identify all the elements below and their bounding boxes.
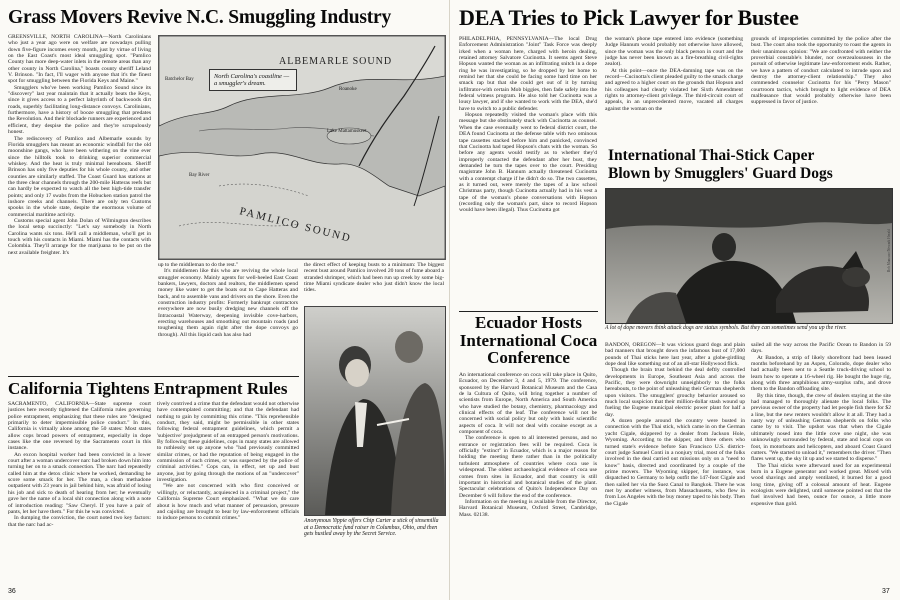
map-caption: North Carolina's coastline —a smuggler's dream.: [214, 73, 290, 88]
california-column-2: [157, 401, 299, 588]
california-headline: California Tightens Entrapment Rules: [8, 379, 288, 398]
section-rule: [459, 311, 598, 312]
paragraph: The conference is open to all interested persons, and no entrance or registration fees will be required. Coca is officially "extinct" in Ecuador, which is a major reason for holding the meeting there rather than in the politically turbulent atmosphere of countries where coca use is widespread. The oldest archaeological evidence of coca use comes from sites in Ecuador, and that country is still important in historical and botanical studies of the plant. Spectacular celebrations of Quito's Independence Day on December 6 will follow the end of the conference.: [459, 435, 597, 499]
right-page: [450, 0, 900, 600]
yippie-photo-image: [305, 307, 445, 515]
paragraph: At this point—once the DEA-damning tape was on the record—Cucinotta's client pleaded guilty to the smack charge and agreed to a higher court on the grounds that Hopson and his colleagues had clearly violated her Sixth Amendment rights to attorney-client privilege. The third-circuit court of appeals, in an unprecedented move, vacated all charges against the woman on the: [605, 67, 743, 112]
map-label: Bay River: [189, 173, 210, 178]
california-column-1: [8, 401, 151, 588]
paragraph: Customs special agent John Dolan of Wilmington describes the local setup succinctly: "Let's say somebody in North Carolina wants six tons. He'll call a middleman, who'll get in touch with his contacts in Miami. Miami has the contacts with Colombia. They'll arrange for the marijuana to be put on the next available freighter. It's: [8, 217, 151, 256]
map-label: Batchelor Bay: [165, 77, 194, 82]
guard-dogs-photo-image: [606, 189, 892, 323]
paragraph: Information on the meeting is available from the Director, Harvard Botanical Museum, Oxford Street, Cambridge, Mass. 02138.: [459, 498, 597, 518]
paragraph: In dumping the conviction, the court noted two key factors: that the narc had ac-: [8, 515, 151, 528]
grass-column-1: [8, 34, 151, 372]
paragraph: Though the brain trust behind the deal deftly controlled developments in Europe, Southeast Asia and across the Pacific, they were downright unneighborly to the folks hereabouts, to the point of unleashing their German shepherds upon visitors. The smugglers' grouchy behavior aroused so much local suspicion that their million-dollar stash wound up fueling the Eugene municipal electric power plant for half a day.: [605, 367, 745, 418]
paragraph: GREENSVILLE, NORTH CAROLINA—North Carolinians who just a year ago were on welfare are nowadays pulling down five-figure incomes every month, just by virtue of living on the East Coast's most ideal smuggling spot. "Pamlico County has more deep-water inlets in the remote areas than any other county in North Carolina," boasts county sheriff Leland V. Brinson. "In fact, I'll wager with anyone that it's the finest spot for smuggling between the Florida Keys and Maine.": [8, 34, 151, 85]
map-label: Lake Mattamuskeet: [327, 129, 367, 134]
map-label: PAMLICO SOUND: [238, 205, 353, 245]
map-label: Roanoke: [339, 87, 357, 92]
ecuador-column: [459, 372, 597, 588]
paragraph: Hopson repeatedly visited the woman's place with this message but she obstinately stuck with Cucinotta as counsel. When the case eventually went to federal district court, the DEA found Cucinotta at the defense table with two ominous tape cassettes stacked before him and panicked, convinced that Cucinotta had taped Hopson's chats with the woman. So before any agents would testify as to whether they'd improperly contacted the defendant after her bust, they demanded he turn the tapes over to the court. Presiding magistrate John B. Hannum actually threatened Cucinotta with a contempt charge if he didn't do so. The two cassettes, as it turned out, were merely the tapes of a law school Christmas party, though Cucinotta actually had in his vest a tape of the woman's phone conversations with Hopson (recording only the woman's part, since to record Hopson would have been illegal). Thus Cucinotta got: [459, 112, 597, 214]
dea-column-1: [459, 36, 597, 308]
paragraph: An excon hospital worker had been convicted in a lower court after a woman undercover narc had broken down him into turning her on to a smack connection. The narc had repeatedly called him at the detox clinic where he worked, demanding he score some smack for her. The man, a clean methadone outpatient with 23 years in jail behind him, was afraid of losing his job and sick to death of hearing from her; he eventually gave her the name of a local shit connection along with a note of introduction reading: "Saw Cheryl. If you have a pair of pants, let her have them." For this he was convicted.: [8, 451, 151, 515]
dea-column-2: [605, 36, 743, 141]
paragraph: the woman's phone tape entered into evidence (something Judge Hannum would probably not otherwise have allowed, since the woman was the only black person in court and the judge has never been known as a fire-breathing civil-rights zealot).: [605, 36, 743, 68]
yippie-photo: [304, 306, 446, 516]
yippie-caption: Anonymous Yippie offers Chip Carter a stick of sinsemilla at a Democratic fund raiser in Columbus, Ohio, and then gets hustled away by the Secret Service.: [304, 518, 439, 538]
paragraph: A dozen people around the country were busted in connection with the Thai stick, which came in on the German yacht Cigale, skippered by a dealer from Jackson Hole, Wyoming. According to the skipper, and three others who turned state's evidence before San Francisco U.S. district-court judge Samuel Conti in a nonjury trial, most of the folks involved in the deal carried out missions only on a "need to know" basis, directed and coordinated by a couple of the prime movers. The Wyoming skipper, for instance, was dispatched to Germany to help outfit the 147-foot Cigale and then sailed her via the Suez Canal to Bangkok. There he was met by another witness, from Massachusetts, who flew in from Los Angeles with the buy money taped to his body. Then the Cigale: [605, 418, 745, 507]
paragraph: By this time, though, the crew of dealers staying at the site had managed to thoroughly alienate the local folks. The previous owner of the property had let people fish there for $2 a line, but the new renters wouldn't allow it at all. They had a nasty way of unleashing German shepherds on folks who came by to visit. The upshot was that when the Cigale ultimately nosed into the little cove one night, she was unknowingly surrounded by federal, state and local cops on foot, in motorboats and helicopters, and aboard Coast Guard cutters. "We started to unload it," remembers the driver. "Then flares went up, the sky lit up and we started to disperse.": [751, 392, 891, 463]
page-number: 37: [882, 588, 890, 595]
coastline-map: [158, 35, 446, 260]
paragraph: An international conference on coca will take place in Quito, Ecuador, on December 3, 4 and 5, 1979. The conference, sponsored by the Harvard Botanical Museum and the Casa de la Cultura of Quito, will bring together a number of scientists from Europe, North America and South America who have studied the botany, chemistry, pharmacology and clinical effects of the leaf. The conference will not be concerned with social policy but only with basic scientific aspects of coca. It will not deal with cocaine except as a component of coca.: [459, 372, 597, 436]
paragraph: up to the middleman to do the rest.": [158, 262, 239, 268]
dea-column-3: [751, 36, 891, 141]
thai-headline-line-1: International Thai-Stick Caper: [608, 147, 815, 164]
paragraph: the direct effect of keeping busts to a minimum: The biggest recent bust around Pamlico involved 20 tons of fume aboard a stranded shrimper, which had been run up creek by some big-time Miami syndicate dealer who just didn't know the local tides.: [304, 262, 444, 294]
thai-headline-line-2: Blown by Smugglers' Guard Dogs: [608, 165, 833, 182]
paragraph: At Bandon, a strip of likely shorefront had been leased months beforehand by an Aspen, Colorado, dope dealer who had actually been sent to a Seattle truck-driving school to learn how to operate a 16-wheel rig. He bought the huge rig, along with three amphibious army-surplus rafts, and drove them to the Bandon offloading site.: [751, 354, 891, 393]
paragraph: The rediscovery of Pamlico and Albemarle sounds by Florida smugglers has meant an economic windfall for the old moonshine gangs, who have been withering on the vine ever since the hilltolk took to drinking superior commercial whiskey. And the heat is truly minimal hereabouts. Sheriff Brinson has only five deputies for his whole county, and other counties are similarly staffed. The Coast Guard has stations at the three clear channels through the 200-mile Hatteras reefs but can hardly be expected to watch all the best high-tide transfer points; and only 17 swabs from the Hobucken station patrol the inshore creeks and channels. There are only ten Customs spooks in the whole state, despite the enormous volume of commercial maritime activity.: [8, 135, 151, 218]
paragraph: Smugglers who've been working Pamlico Sound since its "discovery" last year maintain that it actually beats the Keys, since it gives access to a perfect labyrinth of backwoods dirt roads, superbly facilitating long-distance convoys. Carolinians, furthermore, have a history of booze smuggling that predates the Revolution. And their blockade runners are experienced and efficient, they despise the police and they're scrupulously honest.: [8, 84, 151, 136]
paragraph: sailed all the way across the Pacific Ocean to Bandon in 59 days.: [751, 342, 891, 355]
paragraph: "We are not concerned with who first conceived or willingly, or reluctantly, acquiesced in a criminal project," the California Supreme Court emphasized. "What we do care about is how much and what manner of persuasion, pressure and cajoling are brought to bear by law-enforcement officials to induce persons to commit crimes.": [157, 483, 299, 522]
paragraph: PHILADELPHIA, PENNSYLVANIA—The local Drug Enforcement Administration "Joint" Task Force was deeply irked when a woman here, charged with heroin dealing, retained attorney Salvatore Cucinotta. It seems agent Steve Hopson wanted the woman as an infiltrating snitch in a dope ring he was investigating, so he dropped by her home to remind her that she could be facing some hard time on her smack rap but that she could get out of it by turning infiltrator-with certain Mob biggies, then fade safely into the federal witness program. He also told her Cucinotta was a lousy lawyer, and if she wanted to work with the DEA, she'd have to switch to a public defender.: [459, 36, 597, 112]
grass-column-3: [304, 262, 444, 302]
grass-column-2: [158, 262, 298, 372]
photo-credit: Bob Mancuso/Newark Herald: [887, 229, 891, 273]
thai-column-2: [751, 342, 891, 588]
map-caption-box: [209, 69, 297, 91]
section-rule: [8, 376, 299, 377]
paragraph: BANDON, OREGON—It was vicious guard dogs and plain bad manners that brought down the infamous bust of 17,000 pounds of Thai sticks here last year, after a globe-girdling dope deal like something out of an all-star Hollywood flick.: [605, 342, 745, 368]
ecuador-headline: Ecuador Hosts International Coca Conference: [459, 313, 598, 367]
right-headline: DEA Tries to Pick Lawyer for Bustee: [459, 5, 799, 30]
guard-dogs-caption: A lot of dope movers think attack dogs are status symbols. But they can sometimes send you up the river.: [605, 325, 847, 331]
thai-column-1: [605, 342, 745, 588]
left-headline: Grass Movers Revive N.C. Smuggling Industry: [8, 7, 392, 28]
paragraph: tively contrived a crime that the defendant would not otherwise have contemplated committing; and that the defendant had nothing to gain by committing this crime. "This reprehensible conduct, they said, might be permissible in other states following federal entrapment guidelines, which permit a 'subjective' prejudgment of an entrapped person's motivations. By following these guidelines, cops in many states are allowed to ruthlessly set up anyone who "had previously committed similar crimes, or had the reputation of being engaged in the commission of such crimes, or was suspected by the police of criminal activities." Cops can, in effect, set up and bust anyone, just by going through the motions of an "undercover" investigation.: [157, 401, 299, 484]
paragraph: It's middlemen like this who are reviving the whole local smuggler economy. Mainly agents for well-heeled East Coast bankers, lawyers, doctors and realtors, the middlemen spend money like water to get the boats out to Cape Hatteras and back, and to assemble vans and drivers on the shore. Even the construction industry profits: Formerly bankrupt contractors everywhere are now busily dredging new channels off the Intracoastal Waterway, deepening invisible cove-harbors, erecting warehouses and smoothing out mountain roads (and toughening them again right after the dope convoys go through). All this liquid cash has also had: [158, 268, 298, 338]
map-label: ALBEMARLE SOUND: [279, 56, 393, 67]
paragraph: The Thai sticks were afterward used for an experimental burn in a Eugene generator and worked great. Mixed with wood shavings and amply ventilated, it burned for a good long time, giving off a colossal amount of heat. Eugene ecologists were delighted, until someone pointed out that the fuel involved had been, ounce for ounce, a little more expensive than gold.: [751, 462, 891, 507]
guard-dogs-photo: [605, 188, 893, 324]
page-number: 36: [8, 588, 16, 595]
paragraph: grounds of improprieties committed by the police after the bust. The court also took the opportunity to roast the agents in their unanimous opinion: "We are confronted with neither the proverbial constable's blunder, nor overzealousness in the pursuit of otherwise legitimate law-enforcement ends. Rather, we have a pattern of conduct calculated to intrude upon and destroy the attorney-client relationship." They also commended counselor Cucinotta for his "Perry Mason" courtroom tactics, which brought to light evidence of DEA malfeasance that would probably otherwise have been suppressed in favor of justice.: [751, 36, 891, 106]
paragraph: SACRAMENTO, CALIFORNIA—State supreme court justices here recently tightened the California rules governing police entrapment, emphasizing that these rules are "designed primarily to deter impermissible police conduct." In this, California is virtually alone among the 50 states: Most states allow cops broad powers of entrapment, especially in dope cases like the one reversed by the Sacramento court in this instance.: [8, 401, 151, 452]
map-drawing: [159, 36, 445, 259]
